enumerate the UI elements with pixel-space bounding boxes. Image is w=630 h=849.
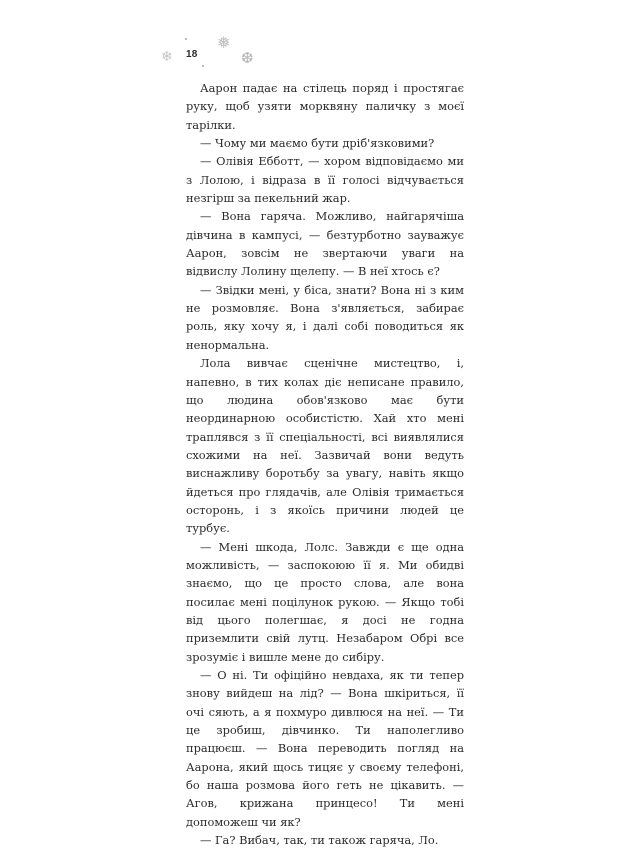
paragraph: — Мені шкода, Лолс. Завжди є ще одна можливість, — заспокоюю її я. Ми обидві знаємо, що це просто слова, але вона посилає мені поцілунок рукою. — Якщо тобі від цього полегшає, я досі не годна приземлити свій лутц. Незабаром Обрі все зрозуміє і вишле мене до сибіру. <box>186 539 464 664</box>
paragraph: — Олівія Еббoтт, — хором відповідаємо ми з Лолою, і відраза в її голосі відчувається незгірш за пекельний жар. <box>186 154 464 206</box>
snowflake-icon: ❆ <box>241 51 254 67</box>
snowflake-icon: ❅ <box>217 35 231 52</box>
paragraph: Аарон падає на стілець поряд і простягає руку, щоб узяти морквяну паличку з моєї тарілки. <box>186 81 464 132</box>
paragraph: — Звідки мені, у біса, знати? Вона ні з ким не розмовляє. Вона з'являється, забирає роль, яку хочу я, і далі собі поводиться як ненормальна. <box>186 282 464 352</box>
paragraph: — Вона гаряча. Можливо, найгарячіша дівчина в кампусі, — безтурботно зауважує Аарон, зовсім не звертаючи уваги на відвислу Лолину щелепу. — В неї хтось є? <box>186 209 464 279</box>
snowflake-icon: ❄ <box>161 50 173 65</box>
dot-decoration <box>202 65 204 67</box>
paragraph: — Га? Вибач, так, ти також гаряча, Ло. <box>200 833 439 848</box>
paragraph: Лола вивчає сценічне мистецтво, і, напевно, в тих колах діє неписане правило, що людина обов'язково має бути неординарною особистістю. Хай хто мені траплявся з її спеціальності, всі виявлялися схожими на неї. Зазвичай вони ведуть виснажливу боротьбу за увагу, навіть якщо йдеться про глядачів, але Олівія тримається осторонь, і з якоїсь причини людей це турбує. <box>186 356 464 536</box>
paragraph: — Чому ми маємо бути дріб'язковими? <box>200 136 435 151</box>
page-number: 18 <box>186 49 198 60</box>
dot-decoration <box>185 38 187 40</box>
paragraph: — О ні. Ти офіційно невдаха, як ти тепер знову вийдеш на лід? — Вона шкіриться, її очі сяють, а я похмуро дивлюся на неї. — Ти це зробиш, дівчинко. Ти наполегливо працюєш. — Вона переводить погляд на Аарона, який щось тицяє у своєму телефоні, бо наша розмова його геть не цікавить. — Агов, крижана принцесо! Ти мені допоможеш чи як? <box>186 668 464 829</box>
body-text <box>186 79 464 849</box>
